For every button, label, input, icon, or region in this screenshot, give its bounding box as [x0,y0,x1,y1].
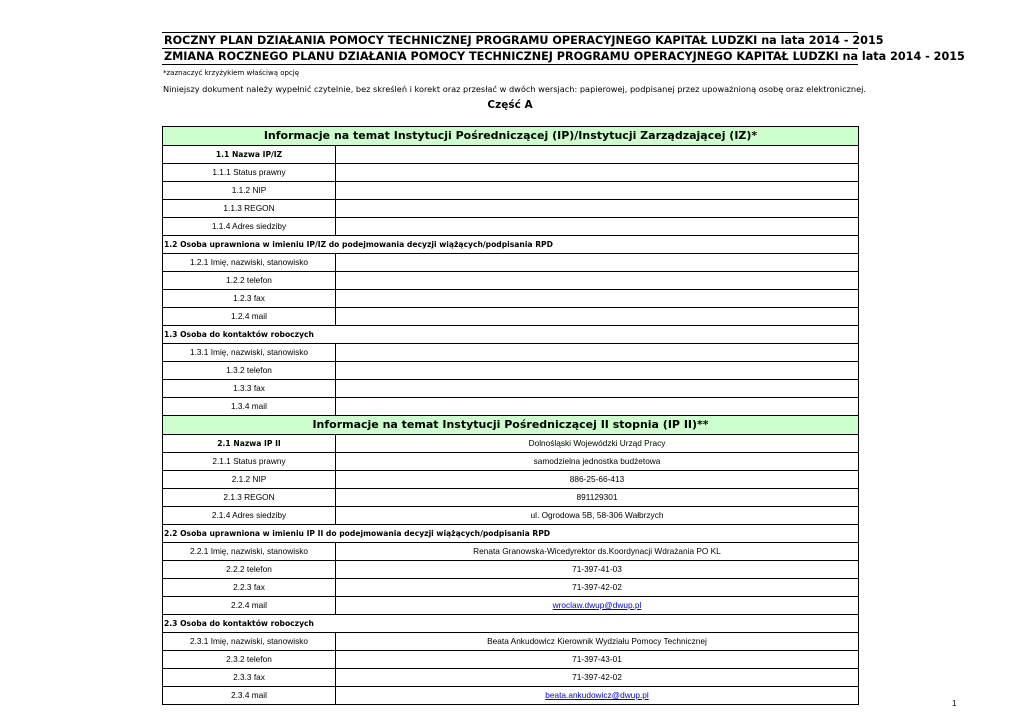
subsection-authorized-person: 1.2 Osoba uprawniona w imieniu IP/IZ do podejmowania decyzji wiążących/podpisania RPD [163,236,858,254]
table-row [163,543,858,561]
field-label: 2.1.1 Status prawny [163,453,336,470]
field-label: 1.3.1 Imię, nazwiski, stanowisko [163,344,336,361]
table-row [163,489,858,507]
field-label: 1.2.3 fax [163,290,336,307]
page-number: 1 [952,699,957,708]
table-row [163,507,858,525]
email-link[interactable]: beata.ankudowicz@dwup.pl [545,690,649,700]
field-value[interactable] [336,254,858,271]
field-value[interactable] [336,164,858,181]
field-label: 1.1.1 Status prawny [163,164,336,181]
table-row [163,146,858,164]
table-row [163,398,858,416]
document-page [162,32,965,700]
table-row [163,453,858,471]
table-row [163,290,858,308]
field-value[interactable]: 886-25-66-413 [569,474,625,484]
field-label: 1.3.2 telefon [163,362,336,379]
table-row [163,597,858,615]
field-label: 2.2.4 mail [163,597,336,614]
field-value[interactable]: 891129301 [576,492,618,502]
footnote-option: *zaznaczyć krzyżykiem właściwą opcję [163,69,300,77]
table-row [163,182,858,200]
subsection-contact-person: 2.3 Osoba do kontaktów roboczych [163,615,858,633]
field-label: 2.2.2 telefon [163,561,336,578]
field-label: 2.2.3 fax [163,579,336,596]
table-row [163,471,858,489]
field-label: 1.1.4 Adres siedziby [163,218,336,235]
email-link[interactable]: wroclaw.dwup@dwup.pl [552,600,642,610]
table-row [163,651,858,669]
field-value[interactable] [336,398,858,415]
field-value[interactable] [336,218,858,235]
instruction-text: Niniejszy dokument należy wypełnić czytelnie, bez skreśleń i korekt oraz przesłać w dwóch wersjach: papierowej, podpisanej przez upoważnioną osobę oraz elektronicznej. [163,84,867,94]
field-value[interactable]: 71-397-43-01 [572,654,622,664]
field-label: 2.1.2 NIP [163,471,336,488]
subsection-authorized-person: 2.2 Osoba uprawniona w imieniu IP II do podejmowania decyzji wiążących/podpisania RPD [163,525,858,543]
table-row [163,200,858,218]
field-value[interactable] [336,344,858,361]
field-label: 2.1.4 Adres siedziby [163,507,336,524]
field-label: 1.2.1 Imię, nazwiski, stanowisko [163,254,336,271]
field-label: 1.3.4 mail [163,398,336,415]
table-row [163,254,858,272]
field-label: 1.2.2 telefon [163,272,336,289]
field-label: 2.3.3 fax [163,669,336,686]
field-value[interactable]: Beata Ankudowicz Kierownik Wydziału Pomocy Technicznej [487,636,707,646]
field-label: 2.1 Nazwa IP II [163,435,336,452]
field-value[interactable] [336,146,858,163]
document-title-change: ZMIANA ROCZNEGO PLANU DZIAŁANIA POMOCY TECHNICZNEJ PROGRAMU OPERACYJNEGO KAPITAŁ LUDZKI na lata 2014 - 2015 [164,50,965,63]
part-heading: Część A [487,99,533,111]
table-row [163,272,858,290]
field-label: 2.2.1 Imię, nazwiski, stanowisko [163,543,336,560]
field-value[interactable]: 71-397-42-02 [572,582,622,592]
section-ip2-heading: Informacje na temat Instytucji Pośredniczącej II stopnia (IP II)** [163,416,858,435]
field-value[interactable]: 71-397-42-02 [572,672,622,682]
field-label: 1.2.4 mail [163,308,336,325]
table-row [163,633,858,651]
field-value[interactable] [336,308,858,325]
table-row [163,308,858,326]
field-label: 2.3.4 mail [163,687,336,704]
field-value[interactable]: samodzielna jednostka budżetowa [533,456,661,466]
field-value[interactable] [336,290,858,307]
table-row [163,164,858,182]
table-row [163,579,858,597]
field-label: 2.1.3 REGON [163,489,336,506]
section-ip-iz-heading: Informacje na temat Instytucji Pośredniczącej (IP)/Instytucji Zarządzającej (IZ)* [163,127,858,146]
field-label: 2.3.1 Imię, nazwiski, stanowisko [163,633,336,650]
field-label: 1.3.3 fax [163,380,336,397]
subsection-contact-person: 1.3 Osoba do kontaktów roboczych [163,326,858,344]
table-row [163,687,858,705]
field-value[interactable] [336,380,858,397]
field-label: 1.1 Nazwa IP/IZ [163,146,336,163]
field-label: 1.1.2 NIP [163,182,336,199]
field-label: 2.3.2 telefon [163,651,336,668]
field-value[interactable]: ul. Ogrodowa 5B, 58-306 Wałbrzych [530,510,664,520]
field-label: 1.1.3 REGON [163,200,336,217]
field-value[interactable] [336,182,858,199]
table-row [163,669,858,687]
table-row [163,344,858,362]
field-value[interactable]: Renata Granowska-Wicedyrektor ds.Koordynacji Wdrażania PO KL [473,546,721,556]
field-value[interactable] [336,200,858,217]
field-value[interactable] [336,362,858,379]
field-value[interactable]: Dolnośląski Wojewódzki Urząd Pracy [528,438,666,448]
field-value[interactable] [336,272,858,289]
table-row [163,380,858,398]
table-row [163,218,858,236]
table-row [163,435,858,453]
table-row [163,561,858,579]
form-table [162,126,859,705]
document-title: ROCZNY PLAN DZIAŁANIA POMOCY TECHNICZNEJ PROGRAMU OPERACYJNEGO KAPITAŁ LUDZKI na lata 2014 - 2015 [164,34,884,47]
table-row [163,362,858,380]
field-value[interactable]: 71-397-41-03 [572,564,622,574]
